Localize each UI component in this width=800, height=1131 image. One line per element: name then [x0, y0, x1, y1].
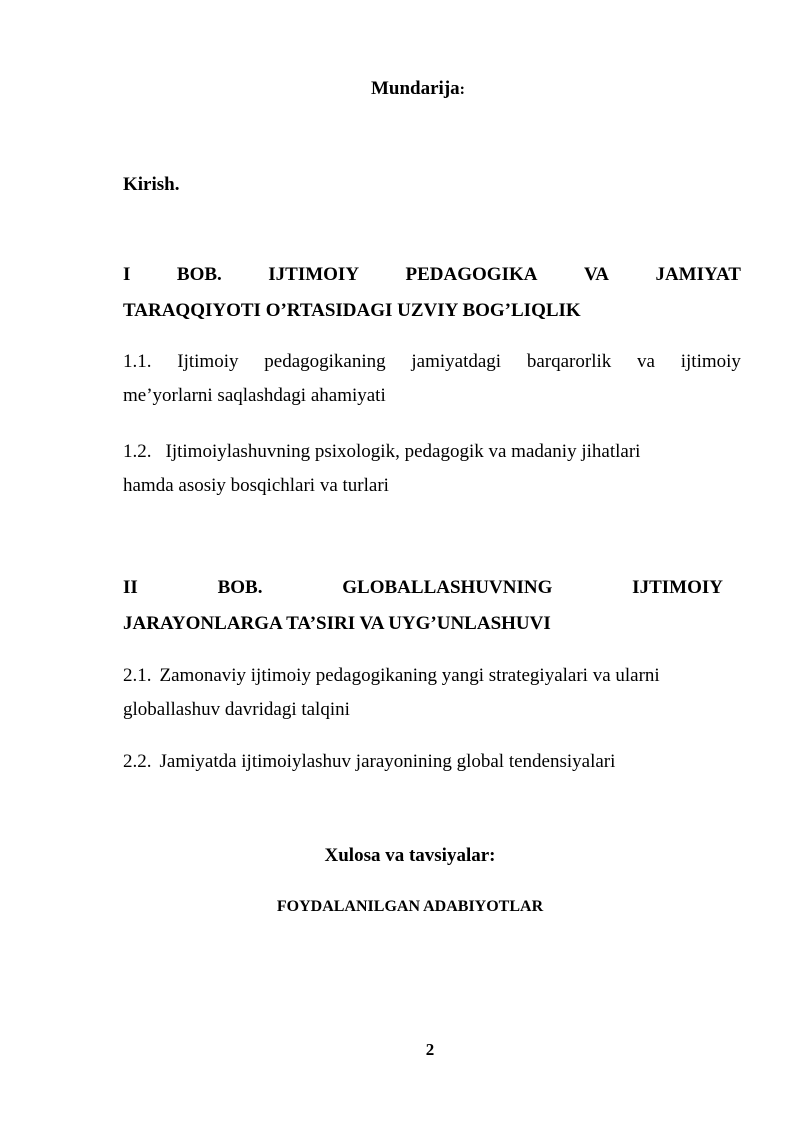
chapter-1-heading — [123, 257, 741, 329]
section-1-1-line-1 — [123, 345, 741, 379]
section-line-text: Jamiyatda ijtimoiylashuv jarayonining global tendensiyalari — [159, 751, 616, 772]
section-number: 1.2. — [123, 441, 152, 462]
chapter-2-word: GLOBALLASHUVNING — [342, 577, 553, 598]
toc-title — [0, 78, 800, 100]
section-word: barqarorlik — [526, 351, 612, 372]
toc-references: FOYDALANILGAN ADABIYOTLAR — [276, 898, 544, 915]
chapter-2-line-1 — [123, 570, 723, 606]
chapter-1-word: VA — [583, 264, 609, 285]
section-word: Ijtimoiy — [177, 351, 239, 372]
chapter-1-word: BOB. — [176, 264, 222, 285]
section-2-2-line-1 — [123, 745, 741, 779]
section-1-2 — [123, 435, 741, 503]
section-2-1-line-1 — [123, 659, 741, 693]
chapter-2-word: BOB. — [217, 577, 263, 598]
section-1-2-line-1 — [123, 435, 741, 469]
section-number: 2.1. — [123, 665, 152, 686]
section-1-1 — [123, 345, 741, 413]
page-number: 2 — [425, 1040, 435, 1059]
chapter-2-word: IJTIMOIY — [632, 577, 723, 598]
section-number: 1.1. — [123, 351, 152, 372]
toc-title-colon: : — [459, 81, 465, 98]
toc-intro: Kirish. — [123, 174, 180, 195]
section-2-2 — [123, 745, 741, 779]
chapter-2-line-2: JARAYONLARGA TA’SIRI VA UYG’UNLASHUVI — [123, 613, 551, 634]
section-word: ijtimoiy — [680, 351, 741, 372]
chapter-1-word: I — [123, 264, 131, 285]
toc-conclusion: Xulosa va tavsiyalar: — [324, 845, 496, 866]
chapter-2-word: II — [123, 577, 138, 598]
chapter-1-word: PEDAGOGIKA — [405, 264, 538, 285]
toc-title-text: Mundarija — [370, 78, 460, 99]
section-number: 2.2. — [123, 751, 152, 772]
chapter-1-word: IJTIMOIY — [268, 264, 360, 285]
section-1-1-line-2: me’yorlarni saqlashdagi ahamiyati — [123, 385, 386, 406]
section-word: pedagogikaning — [264, 351, 386, 372]
chapter-1-line-2: TARAQQIYOTI O’RTASIDAGI UZVIY BOG’LIQLIK — [123, 300, 581, 321]
section-2-1 — [123, 659, 741, 727]
chapter-1-line-1 — [123, 257, 741, 293]
section-line-text: Zamonaviy ijtimoiy pedagogikaning yangi strategiyalari va ularni — [159, 665, 660, 686]
chapter-2-heading — [123, 570, 741, 642]
section-line-text: Ijtimoiylashuvning psixologik, pedagogik va madaniy jihatlari — [165, 441, 641, 462]
section-1-2-line-2: hamda asosiy bosqichlari va turlari — [123, 475, 389, 496]
section-word: va — [637, 351, 655, 372]
section-2-1-line-2: globallashuv davridagi talqini — [123, 699, 350, 720]
chapter-1-word: JAMIYAT — [655, 264, 741, 285]
section-word: jamiyatdagi — [411, 351, 502, 372]
